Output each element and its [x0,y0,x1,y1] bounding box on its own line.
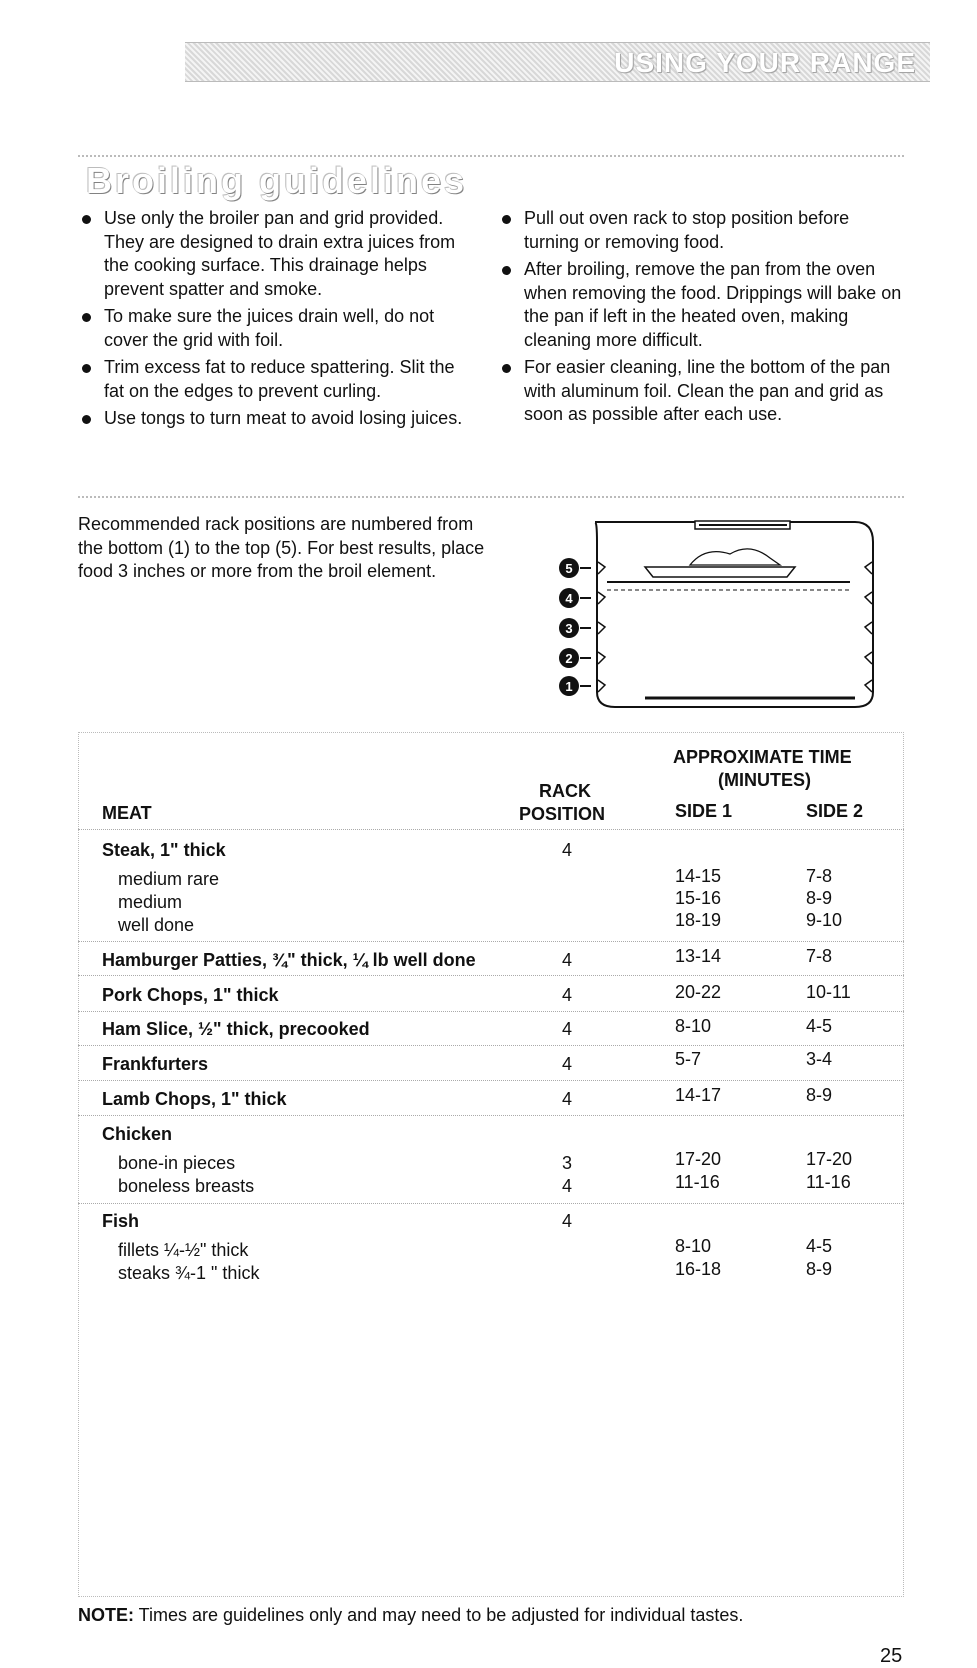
col-header-rack-2: POSITION [519,804,606,824]
list-item: Pull out oven rack to stop position before turning or removing food. [498,207,908,254]
side1-cell: 8-10 [675,1016,712,1036]
side1-cell: 14-17 [675,1085,722,1105]
side2-cell: 4-5 [806,1016,833,1036]
side2-cell: 4-5 [806,1236,833,1256]
side1-cell: 20-22 [675,982,722,1002]
sub-item: well done [118,915,195,935]
rack-cell: 4 [562,1054,573,1074]
list-item: After broiling, remove the pan from the oven when removing the food. Drippings will bake on the pan if left in the heated oven, making cleaning more difficult. [498,258,908,352]
list-item: For easier cleaning, line the bottom of the pan with aluminum foil. Clean the pan and grid as soon as possible after each use. [498,356,908,427]
food-on-pan [690,549,780,565]
side2-cell: 9-10 [806,910,843,930]
side1-cell: 14-15 [675,866,722,886]
table-row-fish: Fish [102,1211,140,1231]
side2-cell: 11-16 [806,1172,851,1192]
sub-item: medium [118,892,183,912]
table-row-lamb: Lamb Chops, 1" thick [102,1089,287,1109]
side2-cell: 7-8 [806,866,833,886]
sub-item: steaks ¾-1 " thick [118,1263,260,1283]
side2-cell: 10-11 [806,982,851,1002]
side1-cell: 18-19 [675,910,722,930]
rack-cell: 4 [562,840,573,860]
sub-item: bone-in pieces [118,1153,236,1173]
row-divider [78,1011,904,1012]
col-header-time-1: APPROXIMATE TIME [673,747,852,767]
rack-intro-text: Recommended rack positions are numbered from the bottom (1) to the top (5). For best results, place food 3 inches or more from the broil element. [78,514,485,581]
list-item: To make sure the juices drain well, do not cover the grid with foil. [78,305,478,352]
bullet-icon [82,313,91,322]
col-header-meat: MEAT [102,803,152,823]
rack-label-1: 1 [565,679,573,694]
row-divider [78,975,904,976]
col-header-time-2: (MINUTES) [718,770,811,790]
row-divider [78,1080,904,1081]
rack-cell: 3 [562,1153,573,1173]
bullet-icon [82,415,91,424]
row-divider [78,941,904,942]
side1-cell: 5-7 [675,1049,702,1069]
side2-cell: 8-9 [806,888,833,908]
table-row-hamburger: Hamburger Patties, ¾" thick, ¼ lb well done [102,950,476,970]
bullet-icon [502,364,511,373]
sub-item: medium rare [118,869,220,889]
row-divider [78,1045,904,1046]
broiler-pan [645,567,795,577]
note-label: NOTE: [78,1605,134,1625]
rack-cell: 4 [562,985,573,1005]
side2-cell: 7-8 [806,946,833,966]
list-item: Use only the broiler pan and grid provided. They are designed to drain extra juices from the cooking surface. This drainage helps prevent spatter and smoke. [78,207,478,301]
sub-item: fillets ¼-½" thick [118,1240,249,1260]
table-row-chicken: Chicken [102,1124,173,1144]
side1-cell: 8-10 [675,1236,712,1256]
side2-cell: 8-9 [806,1085,833,1105]
side1-cell: 17-20 [675,1149,722,1169]
side2-cell: 3-4 [806,1049,833,1069]
oven-cavity [595,522,873,707]
rack-label-5: 5 [565,561,573,576]
side1-cell: 11-16 [675,1172,720,1192]
col-header-side2: SIDE 2 [806,801,864,821]
row-divider [78,1203,904,1204]
sub-item: boneless breasts [118,1176,255,1196]
bullet-list-left [78,207,478,435]
section-title-banner: USING YOUR RANGE [614,47,916,78]
row-divider [78,1115,904,1116]
page-title: Broiling guidelines [86,160,468,201]
table-row-ham: Ham Slice, ½" thick, precooked [102,1019,370,1039]
bullet-icon [502,266,511,275]
list-item: Trim excess fat to reduce spattering. Slit the fat on the edges to prevent curling. [78,356,478,403]
bullet-icon [502,215,511,224]
rack-cell: 4 [562,1089,573,1109]
rack-cell: 4 [562,950,573,970]
rack-label-4: 4 [565,591,573,606]
note-body: Times are guidelines only and may need to be adjusted for individual tastes. [134,1605,744,1625]
side1-cell: 15-16 [675,888,722,908]
side1-cell: 16-18 [675,1259,722,1279]
side2-cell: 17-20 [806,1149,853,1169]
list-item: Use tongs to turn meat to avoid losing juices. [78,407,478,431]
table-row-steak: Steak, 1" thick [102,840,226,860]
rack-cell: 4 [562,1019,573,1039]
title-rule [78,155,904,157]
bullet-icon [82,364,91,373]
bullet-list-right [498,207,908,431]
header-banner [185,42,930,82]
oven-rack-diagram [555,512,875,712]
rack-cell: 4 [562,1176,573,1196]
side1-cell: 13-14 [675,946,722,966]
page-number: 25 [880,1645,903,1667]
note-text [78,1605,743,1626]
side2-cell: 8-9 [806,1259,833,1279]
rack-label-3: 3 [565,621,573,636]
rack-cell: 4 [562,1211,573,1231]
table-row-frankfurters: Frankfurters [102,1054,209,1074]
section-divider [78,496,904,498]
header-divider [78,829,904,830]
col-header-side1: SIDE 1 [675,801,733,821]
rack-label-2: 2 [565,651,573,666]
bullet-icon [82,215,91,224]
col-header-rack-1: RACK [539,781,591,801]
table-row-pork: Pork Chops, 1" thick [102,985,279,1005]
